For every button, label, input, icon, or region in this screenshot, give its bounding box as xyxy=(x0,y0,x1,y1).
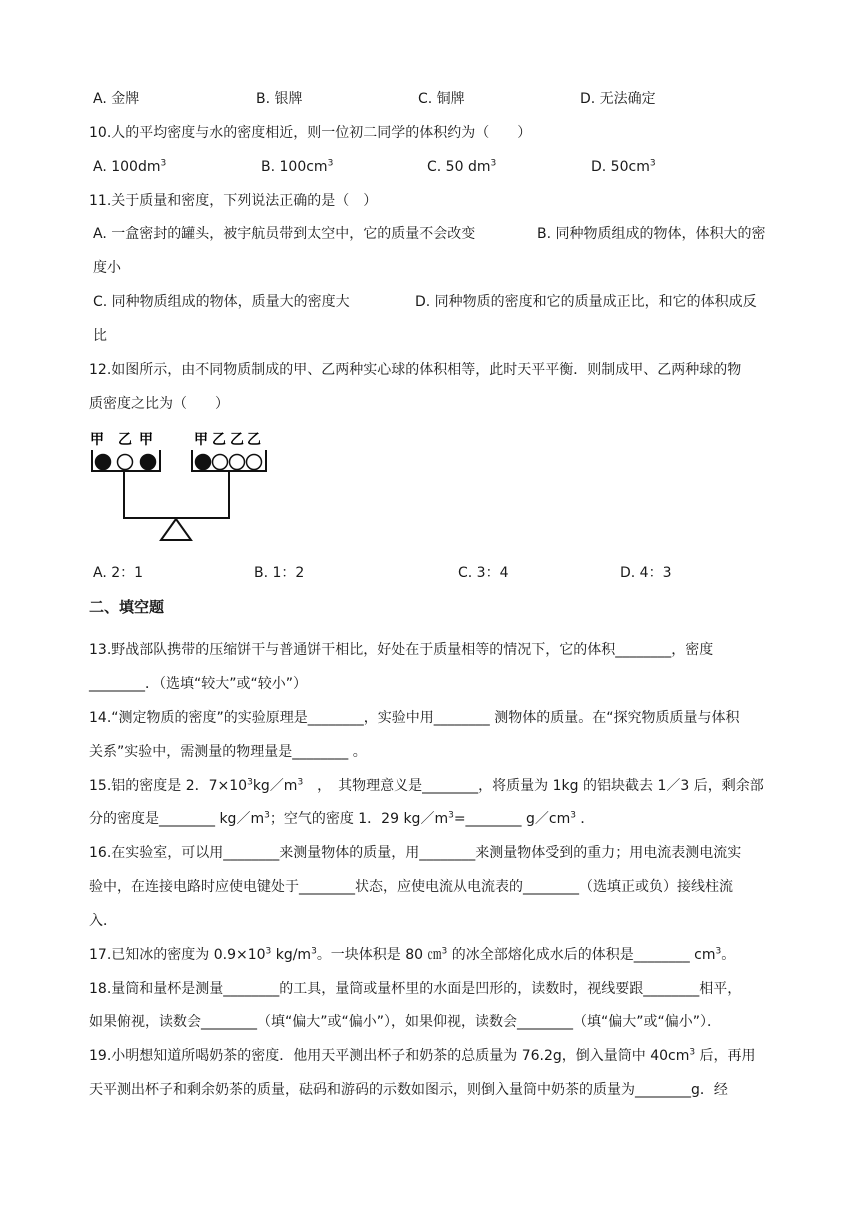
q10-option-a: A. $100dm^3$ xyxy=(93,158,167,175)
q12-stem-line1: 12.如图所示，由不同物质制成的甲、乙两种实心球的体积相等，此时天平平衡．则制成甲、乙两种球的物 xyxy=(89,362,742,378)
q18-line1: 18.量筒和量杯是测量________的工具，量筒或量杯里的水面是凹形的，读数时，视线要跟________相平， xyxy=(89,981,742,997)
q13-line1: 13.野战部队携带的压缩饼干与普通饼干相比，好处在于质量相等的情况下，它的体积________，密度 xyxy=(89,642,714,658)
q13-line2: ________．（选填“较大”或“较小”） xyxy=(89,676,308,692)
q9-options xyxy=(0,89,860,109)
right-label-yi-1: 乙 xyxy=(212,432,226,448)
q9-option-a: A. 金牌 xyxy=(93,91,140,107)
right-label-yi-2: 乙 xyxy=(230,432,244,448)
q18-line2: 如果俯视，读数会________（填“偏大”或“偏小”），如果仰视，读数会________（填“偏大”或“偏小”）． xyxy=(89,1014,722,1030)
q11-option-b: B. 同种物质组成的物体，体积大的密 xyxy=(537,226,766,242)
left-ball-jia-1 xyxy=(96,455,111,470)
q17-line1: 17.已知冰的密度为 $0.9\times 10^3$ $kg/m^3$。一块体积是 80 ㎝$^3$ 的冰全部熔化成水后的体积是________ $cm^3$。 xyxy=(89,946,736,963)
q12-options xyxy=(0,563,860,583)
q12-option-c: C. 3：4 xyxy=(458,565,509,581)
left-label-jia-2: 甲 xyxy=(139,432,153,448)
q11-option-c: C. 同种物质组成的物体，质量大的密度大 xyxy=(93,294,350,310)
balance-figure xyxy=(86,424,286,554)
q9-option-d: D. 无法确定 xyxy=(580,91,656,107)
q10-options xyxy=(0,157,860,177)
q16-line3: 入． xyxy=(89,913,117,929)
q10-option-b: B. $100cm^3$ xyxy=(261,158,334,175)
left-ball-jia-2 xyxy=(141,455,156,470)
balance-beam xyxy=(124,471,229,518)
q16-line2: 验中，在连接电路时应使电键处于________状态，应使电流从电流表的________（选填正或负）接线柱流 xyxy=(89,879,733,895)
q10-option-d: D. $50cm^3$ xyxy=(591,158,656,175)
balance-fulcrum xyxy=(161,519,191,540)
q11-option-d: D. 同种物质的密度和它的质量成正比，和它的体积成反 xyxy=(415,294,757,310)
q12-option-d: D. 4：3 xyxy=(620,565,672,581)
q9-option-c: C. 铜牌 xyxy=(418,91,465,107)
section-title-fill-in: 二、填空题 xyxy=(89,598,165,616)
q14-line2: 关系”实验中，需测量的物理量是________ 。 xyxy=(89,744,367,760)
left-ball-yi xyxy=(118,455,133,470)
right-label-yi-3: 乙 xyxy=(247,432,261,448)
q19-line2: 天平测出杯子和剩余奶茶的质量，砝码和游码的示数如图示，则倒入量筒中奶茶的质量为________g．经 xyxy=(89,1082,728,1098)
q11-option-d-cont: 比 xyxy=(93,328,107,344)
q10-option-c: C. 50 $dm^3$ xyxy=(427,158,497,175)
q12-option-a: A. 2：1 xyxy=(93,565,144,581)
q10-stem: 10.人的平均密度与水的密度相近，则一位初二同学的体积约为（ ） xyxy=(89,125,532,141)
q9-option-b: B. 银牌 xyxy=(256,91,303,107)
q11-option-b-cont: 度小 xyxy=(93,260,121,276)
q16-line1: 16.在实验室，可以用________来测量物体的质量，用________来测量物体受到的重力；用电流表测电流实 xyxy=(89,845,742,861)
q11-option-a: A. 一盒密封的罐头，被宇航员带到太空中，它的质量不会改变 xyxy=(93,226,476,242)
q12-option-b: B. 1：2 xyxy=(254,565,305,581)
q14-line1: 14.“测定物质的密度”的实验原理是________，实验中用________ 测物体的质量。在“探究物质质量与体积 xyxy=(89,710,740,726)
right-ball-yi-2 xyxy=(230,455,245,470)
q12-stem-line2: 质密度之比为（ ） xyxy=(89,396,229,412)
right-ball-yi-1 xyxy=(213,455,228,470)
left-label-jia-1: 甲 xyxy=(90,432,104,448)
q15-line2: 分的密度是________ $kg/m^3$；空气的密度 1．29 $kg/m^3=\_\_\_\_\_\_\_\_$ $g/cm^3$ ． xyxy=(89,810,595,827)
right-ball-yi-3 xyxy=(247,455,262,470)
right-ball-jia xyxy=(196,455,211,470)
q19-line1: 19.小明想知道所喝奶茶的密度．他用天平测出杯子和奶茶的总质量为 76.2g，倒入量筒中 $40cm^3$ 后，再用 xyxy=(89,1047,756,1064)
q15-line1: 15.铝的密度是 2．$7\times 10^3kg/m^3$ ， 其物理意义是________，将质量为 1kg 的铝块截去 1／3 后，剩余部 xyxy=(89,777,764,794)
q11-stem: 11.关于质量和密度，下列说法正确的是（ ） xyxy=(89,193,378,209)
right-label-jia: 甲 xyxy=(194,432,208,448)
left-label-yi: 乙 xyxy=(118,432,132,448)
